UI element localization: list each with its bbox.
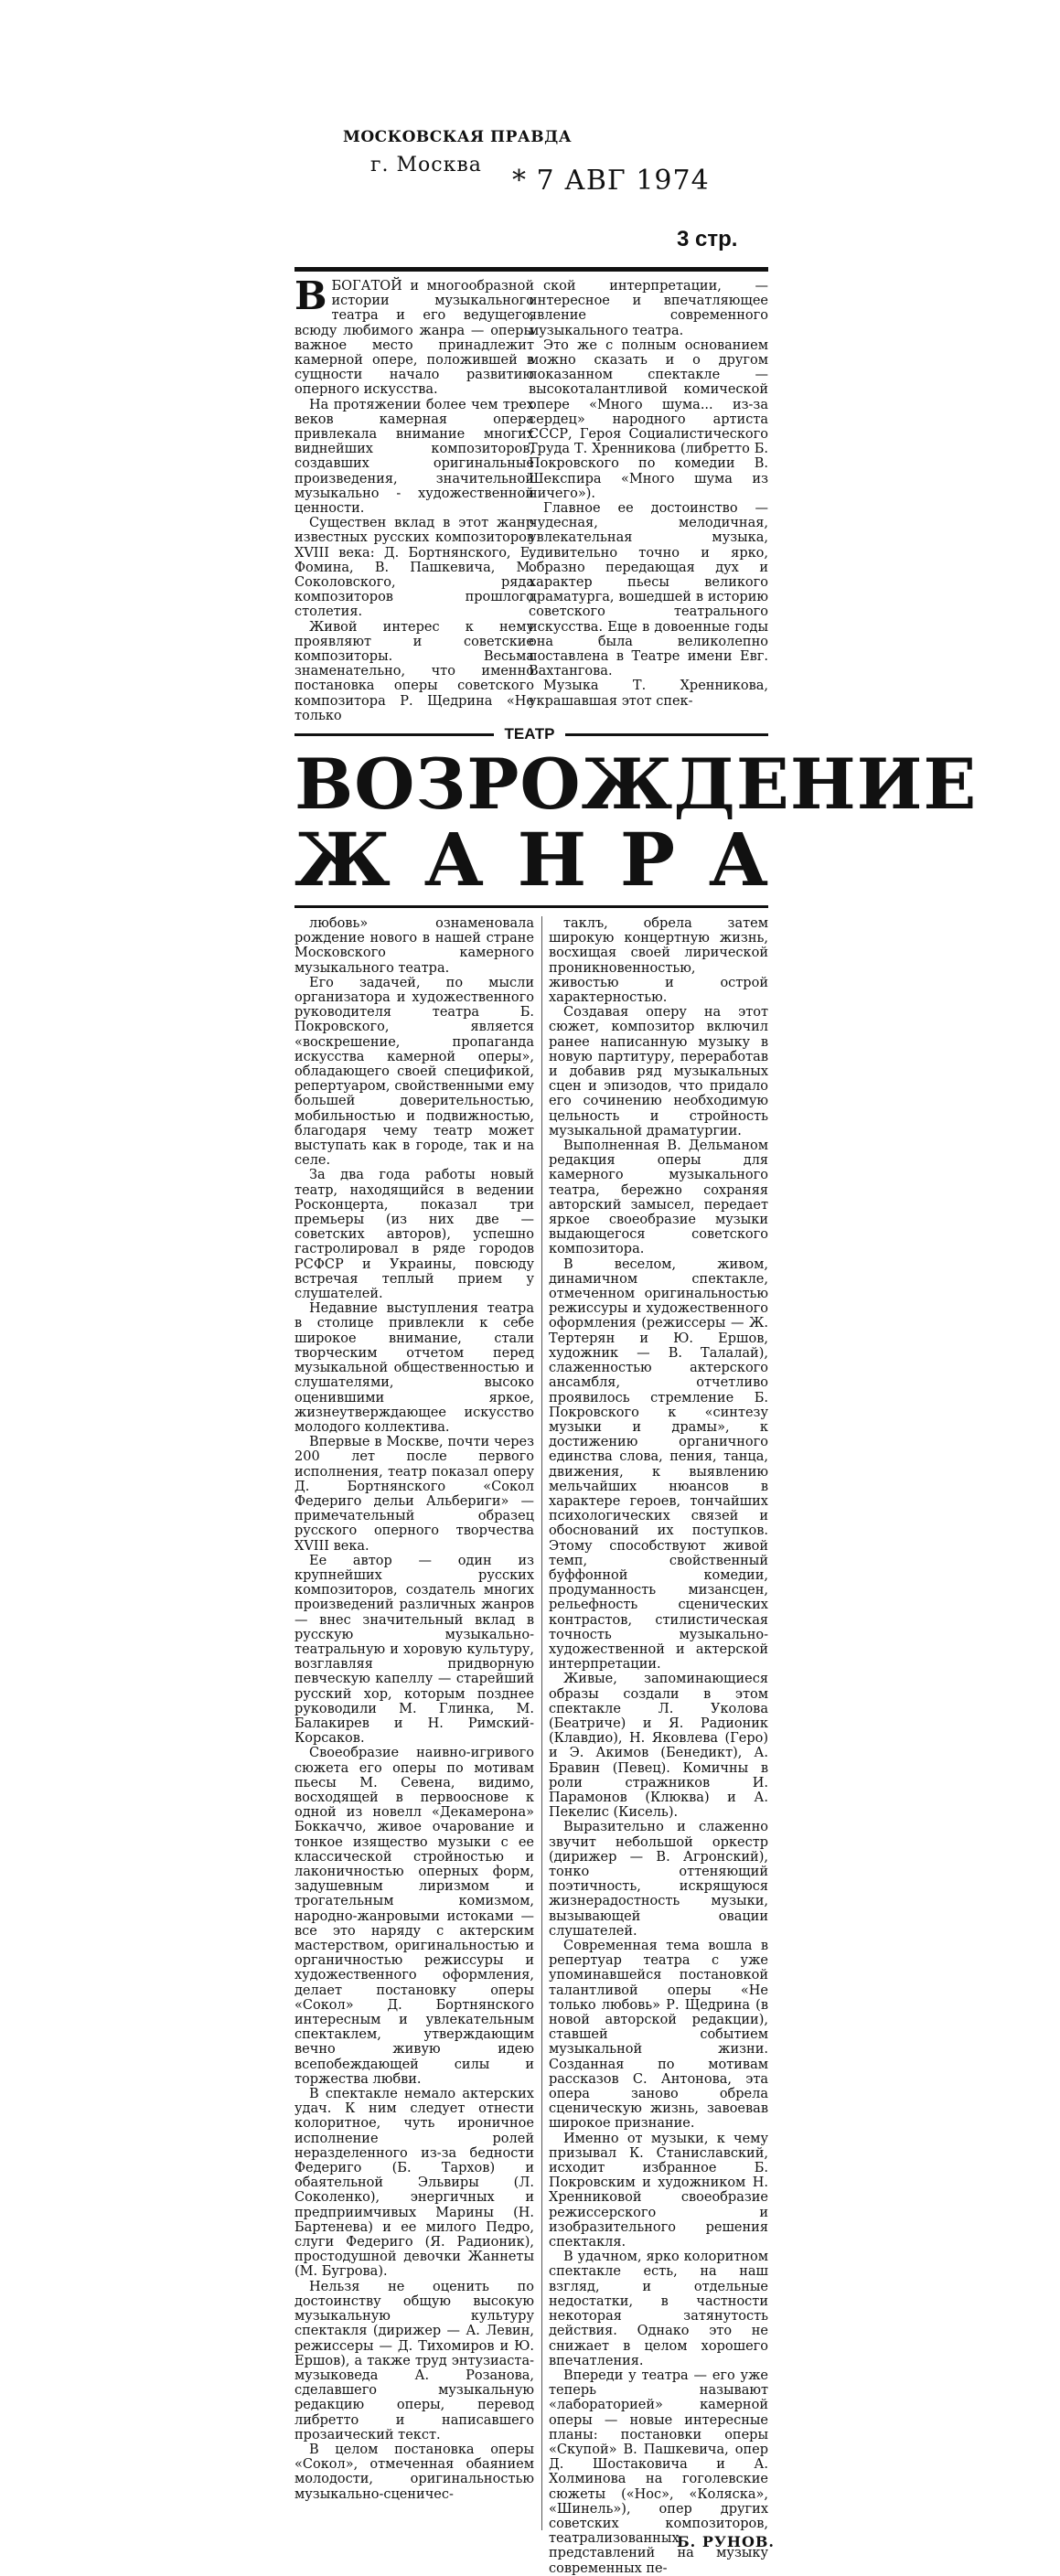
article-paragraph: Своеобразие наивно-игривого сюжета его оперы по мотивам пьесы М. Севена, видимо, восходящей в первооснове к одной из новелл «Декамерона» Боккаччо, живое очарование и тонкое изящество музыки с ее классической стройностью и лаконичностью оперных форм, задушевным лиризмом и трогательным комизмом, народно-жанровыми истоками — все это наряду с актерским мастерством, оригинальностью и органичностью режиссуры и художественного оформления, делает постановку оперы «Сокол» Д. Бортнянского интересным и увлекательным спектаклем, утверждающим вечно живую идею всепобеждающей силы и торжества любви.: [294, 1746, 534, 2087]
article-paragraph: За два года работы новый театр, находящийся в ведении Росконцерта, показал три премьеры (из них две — советских авторов), успешно гастролировал в ряде городов РСФСР и Украины, повсюду встречая теплый прием у слушателей.: [294, 1168, 534, 1302]
article-paragraph: любовь» ознаменовала рождение нового в нашей стране Московского камерного музыкального театра.: [294, 916, 534, 976]
article-paragraph: На протяжении более чем трех веков камерная опера привлекала внимание многих виднейших композиторов, создавших оригинальные произведения, значительной музыкально - художественной ценности.: [294, 397, 534, 517]
article-paragraph: таклъ, обрела затем широкую концертную жизнь, восхищая своей лирической проникновенностью, живостью и острой характерностью.: [549, 916, 768, 1006]
rubric-label: ТЕАТР: [504, 725, 555, 743]
headline-line-1: ВОЗРОЖДЕНИЕ: [294, 743, 978, 825]
article-paragraph: В удачном, ярко колоритном спектакле есть, на наш взгляд, и отдельные недостатки, в частности некоторая затянутость действия. Однако это не снижает в целом хорошего впечатления.: [549, 2250, 768, 2368]
article-paragraph: В целом постановка оперы «Сокол», отмеченная обаянием молодости, оригинальностью музыкально-сценичес-: [294, 2442, 534, 2502]
article-paragraph: Ее автор — один из крупнейших русских композиторов, создатель многих произведений различных жанров — внес значительный вклад в русскую музыкально-театральную и хоровую культуру, возглавляя придворную певческую капеллу — старейший русский хор, которым позднее руководили М. Глинка, М. Балакирев и Н. Римский-Корсаков.: [294, 1553, 534, 1747]
headline-line-2: [294, 818, 768, 901]
article-paragraph: Музыка Т. Хренникова, украшавшая этот спек-: [529, 679, 768, 709]
rubric-bar: [294, 725, 768, 743]
headline-letter: Р: [619, 817, 676, 903]
headline-letter: А: [423, 817, 484, 903]
article-paragraph: Впереди у театра — его уже теперь называют «лабораторией» камерной оперы — новые интересные планы: постановки оперы «Скупой» В. Пашкевича, опер Д. Шостаковича и А. Холминова на гоголевские сюжеты («Нос», «Коляска», «Шинель»), опер других советских композиторов, театрализованных представлений на музыку современных пе-: [549, 2368, 768, 2576]
article-paragraph: Недавние выступления театра в столице привлекли к себе широкое внимание, стали творческим отчетом перед музыкальной общественностью и слушателями, высоко оценившими яркое, жизнеутверждающее искусство молодого коллектива.: [294, 1301, 534, 1435]
article-column-top-left: [294, 273, 534, 723]
article-paragraph: Главное ее достоинство — чудесная, мелодичная, увлекательная музыка, удивительно точно и ярко, образно передающая дух и характер пьесы великого драматурга, вошедшей в историю советского театрального искусства. Еще в довоенные годы она была великолепно поставлена в Театре имени Евг. Вахтангова.: [529, 501, 768, 679]
article-paragraph: ской интерпретации, — интересное и впечатляющее явление современного музыкального театра.: [529, 279, 768, 338]
city-stamp: г. Москва: [370, 154, 482, 176]
article-paragraph: Живые, запоминающиеся образы создали в этом спектакле Л. Уколова (Беатриче) и Я. Радионик (Клавдио), Н. Яковлева (Геро) и Э. Акимов (Бенедикт), А. Бравин (Певец). Комичны в роли стражников И. Парамонов (Клюква) и А. Пекелис (Кисель).: [549, 1672, 768, 1821]
rubric-rule-left: [294, 733, 494, 736]
article-paragraph: ВБОГАТОЙ и многообразной истории музыкального театра и его ведущего, всюду любимого жанра — оперы важное место принадлежит камерной опере, положившей в сущности начало развитию оперного искусства.: [294, 273, 534, 398]
article-paragraph: В веселом, живом, динамичном спектакле, отмеченном оригинальностью режиссуры и художественного оформления (режиссеры — Ж. Тертерян и Ю. Ершов, художник — В. Талалай), слаженностью актерского ансамбля, отчетливо проявилось стремление Б. Покровского к «синтезу музыки и драмы», к достижению органичного единства слова, пения, танца, движения, к выявлению мельчайших нюансов в характере героев, тончайших психологических связей и обоснований их поступков. Этому способствуют живой темп, свойственный буффонной комедии, продуманность мизансцен, рельефность сценических контрастов, стилистическая точность музыкально-художественной и актерской интерпретации.: [549, 1256, 768, 1673]
headline-letter: А: [708, 817, 768, 903]
headline-rule: [294, 905, 768, 908]
top-rule: [294, 267, 768, 272]
article-column-bottom-left: [294, 916, 534, 2530]
date-stamp: * 7 АВГ 1974: [512, 165, 710, 197]
article-paragraph: Нельзя не оценить по достоинству общую высокую музыкальную культуру спектакля (дирижер — А. Левин, режиссеры — Д. Тихомиров и Ю. Ершов), а также труд энтузиаста-музыковеда А. Розанова, сделавшего музыкальную редакцию оперы, перевод либретто и написавшего прозаический текст.: [294, 2279, 534, 2442]
newspaper-masthead: МОСКОВСКАЯ ПРАВДА: [343, 128, 573, 146]
article-paragraph: Создавая оперу на этот сюжет, композитор включил ранее написанную музыку в новую партитуру, переработав и добавив ряд музыкальных сцен и эпизодов, что придало его сочинению необходимую цельность и стройность музыкальной драматургии.: [549, 1005, 768, 1138]
article-paragraph: Выполненная В. Дельманом редакция оперы для камерного музыкального театра, бережно сохраняя авторский замысел, передает яркое своеобразие музыки выдающегося советского композитора.: [549, 1138, 768, 1257]
page-number: 3 стр.: [677, 227, 738, 251]
column-divider: [541, 916, 542, 2530]
article-paragraph: Выразительно и слаженно звучит небольшой оркестр (дирижер — В. Агронский), тонко оттеняющий поэтичность, искрящуюся жизнерадостность музыки, вызывающей овации слушателей.: [549, 1820, 768, 1939]
headline-letter: Н: [517, 817, 587, 903]
article-paragraph: Его задачей, по мысли организатора и художественного руководителя театра Б. Покровского, является «воскрешение, пропаганда искусства камерной оперы», обладающего своей спецификой, репертуаром, свойственными ему большей доверительностью, мобильностью и подвижностью, благодаря чему театр может выступать как в городе, так и на селе.: [294, 975, 534, 1169]
article-paragraph: Живой интерес к нему проявляют и советские композиторы. Весьма знаменательно, что именно постановка оперы советского композитора Р. Щедрина «Не только: [294, 619, 534, 723]
article-paragraph: Существен вклад в этот жанр известных русских композиторов XVIII века: Д. Бортнянского, Е. Фомина, В. Пашкевича, М. Соколовского, ряда композиторов прошлого столетия.: [294, 516, 534, 620]
article-paragraph: Современная тема вошла в репертуар театра с уже упоминавшейся постановкой талантливой оперы «Не только любовь» Р. Щедрина (в новой авторской редакции), ставшей событием музыкальной жизни. Созданная по мотивам рассказов С. Антонова, эта опера заново обрела сценическую жизнь, завоевав широкое признание.: [549, 1939, 768, 2132]
article-paragraph: В спектакле немало актерских удач. К ним следует отнести колоритное, чуть ироничное исполнение ролей неразделенного из-за бедности Федериго (Б. Тархов) и обаятельной Эльвиры (Л. Соколенко), энергичных и предприимчивых Марины (Н. Бартеневa) и ее милого Педро, слуги Федериго (Я. Радионик), простодушной девочки Жаннеты (М. Бугрова).: [294, 2087, 534, 2280]
article-paragraph: Это же с полным основанием можно сказать и о другом показанном спектакле — высокоталантливой комической опере «Много шума... из-за сердец» народного артиста СССР, Героя Социалистического Труда Т. Хренникова (либретто Б. Покровского по комедии В. Шекспира «Много шума из ничего»).: [529, 337, 768, 501]
headline-letter: Ж: [294, 817, 391, 903]
article-author: Б. РУНОВ.: [677, 2533, 775, 2550]
article-column-top-right: [529, 279, 768, 718]
rubric-rule-right: [565, 733, 768, 736]
article-paragraph: Впервые в Москве, почти через 200 лет после первого исполнения, театр показал оперу Д. Бортнянского «Сокол Федериго дельи Альбериги» — примечательный образец русского оперного творчества XVIII века.: [294, 1435, 534, 1554]
article-paragraph: Именно от музыки, к чему призывал К. Станиславский, исходит избранное Б. Покровским и художником Н. Хренниковой своеобразие режиссерского и изобразительного решения спектакля.: [549, 2131, 768, 2250]
